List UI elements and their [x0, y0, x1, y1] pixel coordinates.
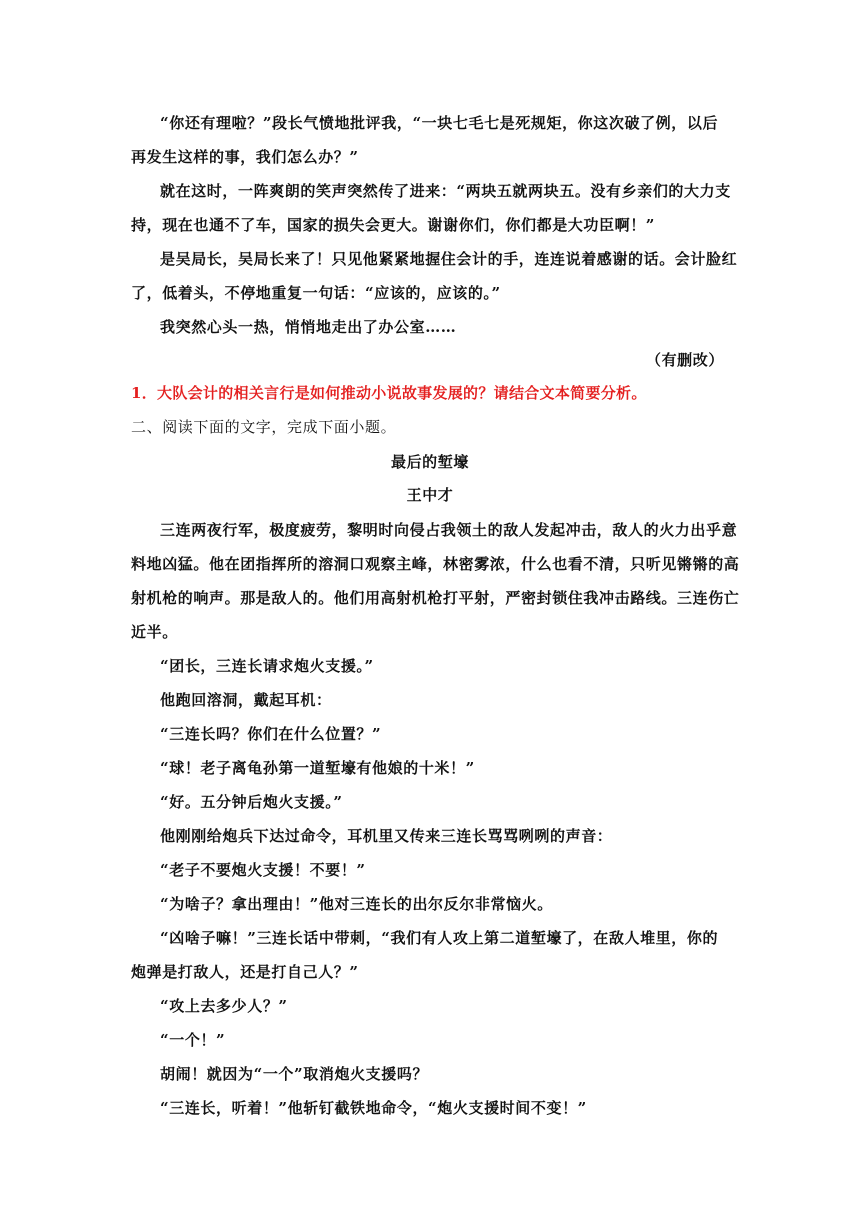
source-note: （有删改）	[645, 351, 724, 369]
paragraph-line: 料地凶猛。他在团指挥所的溶洞口观察主峰，林密雾浓，什么也看不清，只听见锵锵的高	[131, 555, 740, 573]
paragraph-line: “好。五分钟后炮火支援。”	[160, 793, 343, 811]
paragraph-line: 是吴局长，吴局长来了！只见他紧紧地握住会计的手，连连说着感谢的话。会计脸红	[160, 250, 738, 268]
paragraph-line: 了，低着头，不停地重复一句话：“应该的，应该的。”	[131, 284, 501, 302]
paragraph-line: “球！老子离龟孙第一道堑壕有他娘的十米！”	[160, 759, 475, 777]
paragraph-line: “老子不要炮火支援！不要！”	[160, 861, 366, 879]
paragraph-line: 三连两夜行军，极度疲劳，黎明时向侵占我领土的敌人发起冲击，敌人的火力出乎意	[160, 521, 738, 539]
paragraph-line: 近半。	[131, 623, 178, 641]
paragraph-line: 他跑回溶洞，戴起耳机：	[160, 691, 332, 709]
paragraph-line: 胡闹！就因为“一个”取消炮火支援吗？	[160, 1065, 429, 1083]
section-heading: 二、阅读下面的文字，完成下面小题。	[131, 418, 397, 436]
paragraph-line: 就在这时，一阵爽朗的笑声突然传了进来：“两块五就两块五。没有乡亲们的大力支	[160, 182, 731, 200]
paragraph-line: “凶啥子嘛！”三连长话中带刺，“我们有人攻上第二道堑壕了，在敌人堆里，你的	[160, 929, 719, 947]
paragraph-line: 射机枪的响声。那是敌人的。他们用高射机枪打平射，严密封锁住我冲击路线。三连伤亡	[131, 589, 740, 607]
paragraph-line: “三连长吗？你们在什么位置？”	[160, 725, 382, 743]
paragraph-line: 他刚刚给炮兵下达过命令，耳机里又传来三连长骂骂咧咧的声音：	[160, 827, 613, 845]
paragraph-line: “一个！”	[160, 1031, 226, 1049]
question-1: 1．大队会计的相关言行是如何推动小说故事发展的？请结合文本简要分析。	[131, 384, 647, 402]
paragraph-line: “三连长，听着！”他斩钉截铁地命令，“炮火支援时间不变！”	[160, 1099, 587, 1117]
paragraph-line: “攻上去多少人？”	[160, 997, 288, 1015]
paragraph-line: 炮弹是打敌人，还是打自己人？”	[131, 963, 359, 981]
paragraph-line: 再发生这样的事，我们怎么办？”	[131, 148, 359, 166]
paragraph-line: “为啥子？拿出理由！”他对三连长的出尔反尔非常恼火。	[160, 895, 553, 913]
paragraph-line: “你还有理啦？”段长气愤地批评我，“一块七毛七是死规矩，你这次破了例，以后	[160, 114, 719, 132]
paragraph-line: “团长，三连长请求炮火支援。”	[160, 657, 374, 675]
paragraph-line: 我突然心头一热，悄悄地走出了办公室……	[160, 318, 457, 336]
article-author: 王中才	[406, 486, 454, 504]
paragraph-line: 持，现在也通不了车，国家的损失会更大。谢谢你们，你们都是大功臣啊！”	[131, 216, 656, 234]
article-title: 最后的堑壕	[390, 453, 469, 471]
